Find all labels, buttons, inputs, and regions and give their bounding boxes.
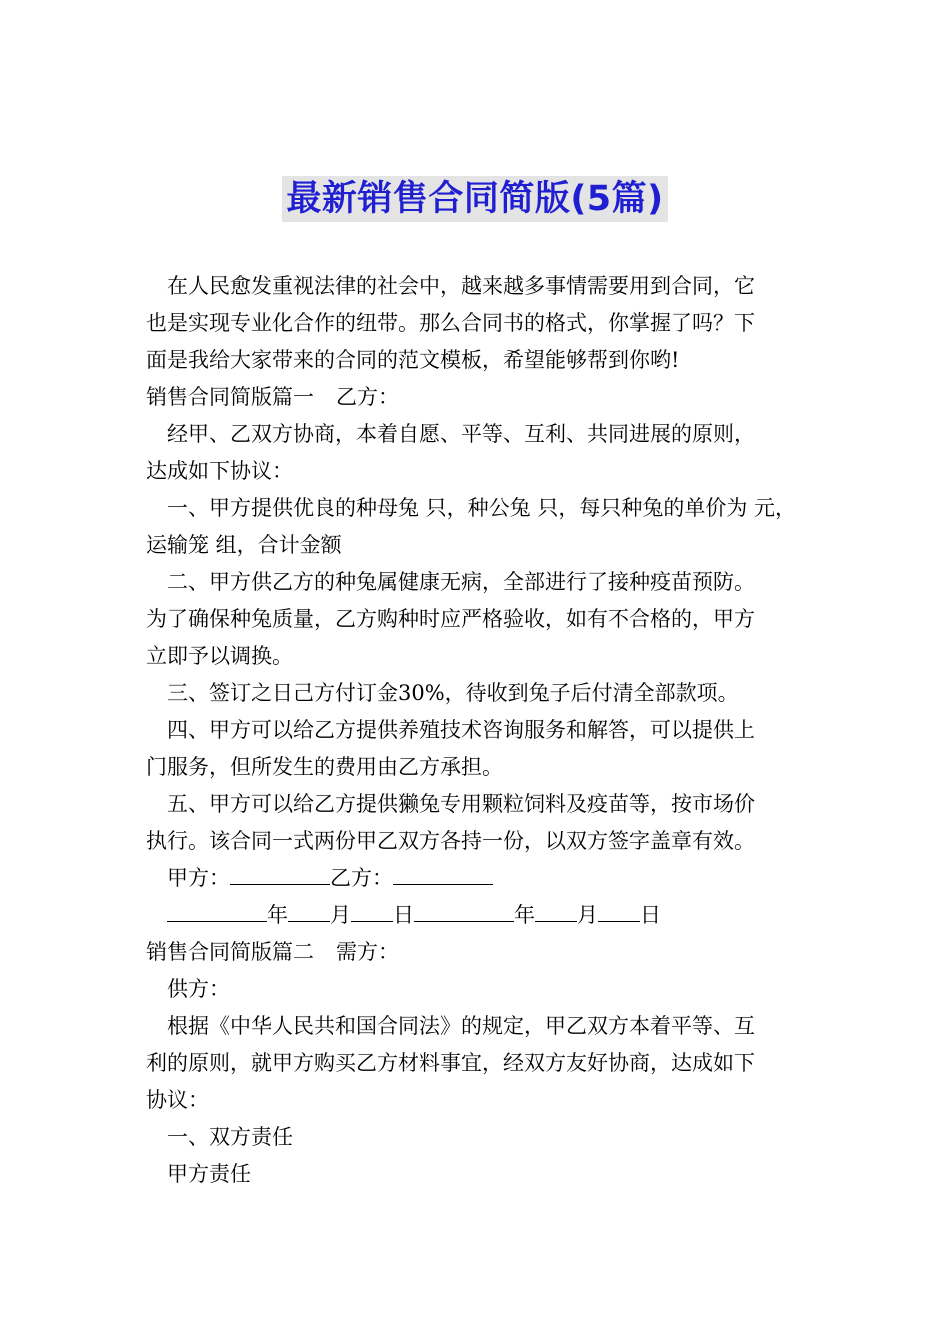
buyer-label: 需方： <box>336 940 399 964</box>
section-heading-2 <box>146 934 836 971</box>
paragraph-line: 经甲、乙双方协商，本着自愿、平等、互利、共同进展的原则， <box>167 422 755 446</box>
clause-1-line-1: 一、甲方提供优良的种母兔 只，种公兔 只，每只种兔的单价为 元， <box>167 496 797 520</box>
month-label: 月 <box>330 903 351 927</box>
clause-4-line-1: 四、甲方可以给乙方提供养殖技术咨询服务和解答，可以提供上 <box>167 718 755 742</box>
document-title: 最新销售合同简版(5篇) <box>282 176 667 222</box>
month-blank <box>535 899 577 922</box>
paragraph-line: 根据《中华人民共和国合同法》的规定，甲乙双方本着平等、互 <box>167 1014 755 1038</box>
year-blank <box>414 899 514 922</box>
year-label: 年 <box>267 903 288 927</box>
party-b-blank <box>393 862 493 885</box>
paragraph-line: 达成如下协议： <box>146 459 293 483</box>
title-container <box>0 176 950 222</box>
subheading-party-a-responsibility: 甲方责任 <box>167 1162 251 1186</box>
section-title-1: 销售合同简版篇一 <box>146 385 314 409</box>
day-label: 日 <box>640 903 661 927</box>
clause-1-line-2: 运输笼 组，合计金额 <box>146 533 342 557</box>
clause-4-line-2: 门服务，但所发生的费用由乙方承担。 <box>146 755 503 779</box>
signature-line <box>146 860 836 897</box>
month-blank <box>288 899 330 922</box>
date-line <box>146 897 836 934</box>
section-heading-1 <box>146 379 836 416</box>
clause-2-line-1: 二、甲方供乙方的种兔属健康无病，全部进行了接种疫苗预防。 <box>167 570 755 594</box>
document-body <box>146 268 836 1193</box>
clause-2-line-3: 立即予以调换。 <box>146 644 293 668</box>
day-blank <box>598 899 640 922</box>
year-blank <box>167 899 267 922</box>
clause-2-line-2: 为了确保种兔质量，乙方购种时应严格验收，如有不合格的，甲方 <box>146 607 755 631</box>
party-a-blank <box>230 862 330 885</box>
month-label: 月 <box>577 903 598 927</box>
paragraph-line: 利的原则，就甲方购买乙方材料事宜，经双方友好协商，达成如下 <box>146 1051 755 1075</box>
clause-3-line-1: 三、签订之日己方付订金30%，待收到兔子后付清全部款项。 <box>167 681 739 705</box>
party-b-label: 乙方： <box>330 866 393 890</box>
party-a-label: 甲方： <box>167 866 230 890</box>
day-label: 日 <box>393 903 414 927</box>
supplier-label: 供方： <box>167 977 230 1001</box>
intro-line-3: 面是我给大家带来的合同的范文模板，希望能够帮到你哟! <box>146 348 680 372</box>
intro-line-1: 在人民愈发重视法律的社会中，越来越多事情需要用到合同，它 <box>167 274 755 298</box>
clause-5-line-1: 五、甲方可以给乙方提供獭兔专用颗粒饲料及疫苗等，按市场价 <box>167 792 755 816</box>
year-label: 年 <box>514 903 535 927</box>
intro-line-2: 也是实现专业化合作的纽带。那么合同书的格式，你掌握了吗？下 <box>146 311 755 335</box>
paragraph-line: 协议： <box>146 1088 209 1112</box>
clause-5-line-2: 执行。该合同一式两份甲乙双方各持一份，以双方签字盖章有效。 <box>146 829 755 853</box>
day-blank <box>351 899 393 922</box>
section-title-2: 销售合同简版篇二 <box>146 940 314 964</box>
subheading-responsibilities: 一、双方责任 <box>167 1125 293 1149</box>
party-b-label-1: 乙方： <box>336 385 399 409</box>
